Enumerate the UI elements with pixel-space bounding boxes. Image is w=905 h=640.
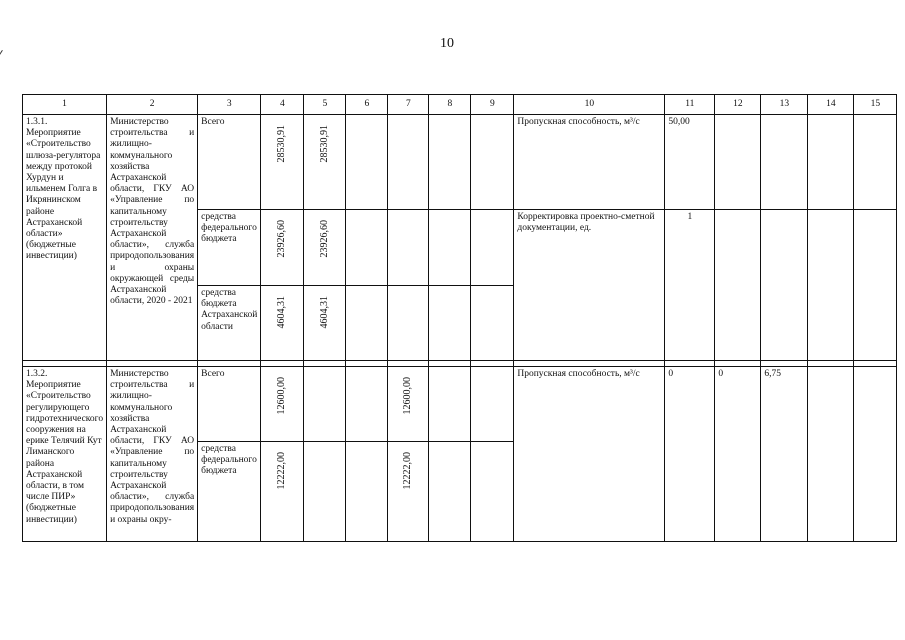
value-col11: 1 — [665, 210, 715, 361]
value-col7: 12222,00 — [402, 452, 414, 490]
empty-cell — [429, 210, 471, 286]
col-header-3: 3 — [198, 95, 261, 115]
empty-cell — [715, 210, 761, 361]
program-table — [22, 94, 897, 542]
value-col11: 50,00 — [665, 115, 715, 210]
empty-cell — [471, 286, 514, 361]
value-col5: 23926,60 — [318, 220, 330, 258]
value-col4: 23926,60 — [276, 220, 288, 258]
empty-cell — [429, 286, 471, 361]
col-header-5: 5 — [304, 95, 346, 115]
empty-cell — [346, 367, 388, 442]
empty-cell — [854, 115, 897, 210]
value-col4: 12222,00 — [276, 452, 288, 490]
col-header-8: 8 — [429, 95, 471, 115]
col-header-10: 10 — [514, 95, 665, 115]
executor-cell: Министерство строительства и жилищно-коммунального хозяйства Астраханской области, ГКУ АО «Управление по капитальному строительству Астраханской области», служба природопользования и охраны окру- — [107, 367, 198, 542]
table-row — [23, 115, 897, 210]
scan-artifact-line — [0, 50, 3, 91]
empty-cell — [346, 442, 388, 542]
empty-cell — [471, 442, 514, 542]
empty-cell — [304, 442, 346, 542]
source-cell: Всего — [198, 115, 261, 210]
source-cell: Всего — [198, 367, 261, 442]
measure-cell: 1.3.1. Мероприятие «Строительство шлюза-регулятора между протокой Хурдун и ильменем Голга в Икрянинском районе Астраханской области» (бюджетные инвестиции) — [23, 115, 107, 361]
empty-cell — [346, 210, 388, 286]
value-col11: 0 — [665, 367, 715, 542]
empty-cell — [471, 367, 514, 442]
empty-cell — [388, 286, 429, 361]
measure-cell: 1.3.2. Мероприятие «Строительство регулирующего гидротехнического сооружения на ерике Телячий Кут Лиманского района Астраханской области, в том числе ПИР» (бюджетные инвестиции) — [23, 367, 107, 542]
col-header-6: 6 — [346, 95, 388, 115]
col-header-9: 9 — [471, 95, 514, 115]
empty-cell — [471, 115, 514, 210]
empty-cell — [388, 210, 429, 286]
empty-cell — [429, 442, 471, 542]
indicator-cell: Корректировка проектно-сметной документации, ед. — [514, 210, 665, 361]
empty-cell — [854, 367, 897, 542]
col-header-14: 14 — [808, 95, 854, 115]
empty-cell — [429, 115, 471, 210]
table-row — [23, 367, 897, 442]
indicator-cell: Пропускная способность, м³/с — [514, 367, 665, 542]
source-cell: средства бюджета Астраханской области — [198, 286, 261, 361]
empty-cell — [808, 210, 854, 361]
col-header-1: 1 — [23, 95, 107, 115]
empty-cell — [808, 367, 854, 542]
value-col12: 0 — [715, 367, 761, 542]
empty-cell — [761, 115, 808, 210]
value-col4: 4604,31 — [276, 296, 288, 329]
executor-cell: Министерство строительства и жилищно-коммунального хозяйства Астраханской области, ГКУ АО «Управление по капитальному строительству Астраханской области», служба природопользования и охраны окружающей среды Астраханской области, 2020 - 2021 — [107, 115, 198, 361]
value-col5: 4604,31 — [318, 296, 330, 329]
col-header-2: 2 — [107, 95, 198, 115]
page-number: 10 — [440, 36, 454, 51]
col-header-12: 12 — [715, 95, 761, 115]
col-header-15: 15 — [854, 95, 897, 115]
value-col4: 28530,91 — [276, 125, 288, 163]
value-col7: 12600,00 — [402, 377, 414, 415]
col-header-7: 7 — [388, 95, 429, 115]
source-cell: средства федерального бюджета — [198, 442, 261, 542]
value-col13: 6,75 — [761, 367, 808, 542]
empty-cell — [471, 210, 514, 286]
column-number-row — [23, 95, 897, 115]
empty-cell — [761, 210, 808, 361]
empty-cell — [304, 367, 346, 442]
col-header-11: 11 — [665, 95, 715, 115]
empty-cell — [854, 210, 897, 361]
col-header-4: 4 — [261, 95, 304, 115]
empty-cell — [346, 115, 388, 210]
empty-cell — [808, 115, 854, 210]
empty-cell — [429, 367, 471, 442]
col-header-13: 13 — [761, 95, 808, 115]
indicator-cell: Пропускная способность, м³/с — [514, 115, 665, 210]
empty-cell — [346, 286, 388, 361]
value-col4: 12600,00 — [276, 377, 288, 415]
empty-cell — [388, 115, 429, 210]
source-cell: средства федерального бюджета — [198, 210, 261, 286]
value-col5: 28530,91 — [318, 125, 330, 163]
empty-cell — [715, 115, 761, 210]
